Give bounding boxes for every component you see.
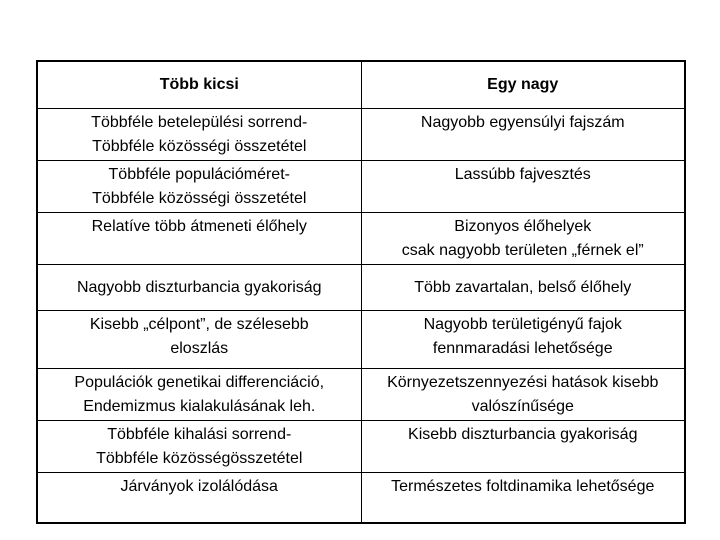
cell-text-line: Nagyobb diszturbancia gyakoriság	[76, 279, 322, 296]
cell-text-line: Járványok izolálódása	[120, 478, 278, 495]
table-row	[37, 311, 685, 369]
header-row	[37, 61, 685, 109]
cell-text-line: Környezetszennyezési hatások kisebb	[387, 374, 659, 391]
table-row	[37, 161, 685, 213]
cell-one-large	[361, 473, 685, 523]
cell-text-line: Több zavartalan, belső élőhely	[414, 279, 632, 296]
cell-one-large	[361, 109, 685, 161]
cell-one-large	[361, 369, 685, 421]
table-row	[37, 421, 685, 473]
cell-one-large	[361, 311, 685, 369]
cell-small-patches	[37, 161, 361, 213]
table-row	[37, 213, 685, 265]
cell-text-line: Populációk genetikai differenciáció,	[74, 374, 325, 391]
cell-text-line: Többféle kihalási sorrend-	[107, 426, 292, 443]
cell-one-large	[361, 265, 685, 311]
header-small-patches: Több kicsi	[37, 61, 361, 109]
cell-one-large	[361, 161, 685, 213]
header-one-large: Egy nagy	[361, 61, 685, 109]
cell-text-line: Endemizmus kialakulásának leh.	[83, 398, 316, 415]
cell-text-line: Többféle közösségi összetétel	[92, 138, 307, 155]
cell-small-patches	[37, 265, 361, 311]
table-row	[37, 109, 685, 161]
cell-text-line: Lassúbb fajvesztés	[454, 166, 591, 183]
cell-text-line: Többféle közösségi összetétel	[92, 190, 307, 207]
cell-one-large	[361, 213, 685, 265]
cell-text-line: csak nagyobb területen „férnek el”	[401, 242, 644, 259]
cell-text-line: valószínűsége	[471, 398, 574, 415]
cell-small-patches	[37, 473, 361, 523]
cell-small-patches	[37, 421, 361, 473]
table-row	[37, 265, 685, 311]
cell-text-line: Természetes foltdinamika lehetősége	[391, 478, 655, 495]
cell-small-patches	[37, 369, 361, 421]
cell-text-line: Bizonyos élőhelyek	[454, 218, 592, 235]
cell-text-line: eloszlás	[170, 340, 229, 357]
cell-text-line: Kisebb diszturbancia gyakoriság	[408, 426, 638, 443]
cell-text-line: Többféle betelepülési sorrend-	[91, 114, 308, 131]
table-body	[37, 109, 685, 523]
comparison-table	[36, 60, 686, 524]
cell-text-line: Többféle közösségösszetétel	[96, 450, 303, 467]
cell-text-line: fennmaradási lehetősége	[432, 340, 613, 357]
cell-small-patches	[37, 109, 361, 161]
table-row	[37, 473, 685, 523]
cell-text-line: Többféle populációméret-	[108, 166, 290, 183]
cell-text-line: Nagyobb egyensúlyi fajszám	[420, 114, 625, 131]
cell-text-line: Kisebb „célpont”, de szélesebb	[89, 316, 309, 333]
cell-one-large	[361, 421, 685, 473]
cell-small-patches	[37, 311, 361, 369]
cell-text-line: Nagyobb területigényű fajok	[423, 316, 622, 333]
table-row	[37, 369, 685, 421]
cell-small-patches	[37, 213, 361, 265]
cell-text-line: Relatíve több átmeneti élőhely	[91, 218, 307, 235]
